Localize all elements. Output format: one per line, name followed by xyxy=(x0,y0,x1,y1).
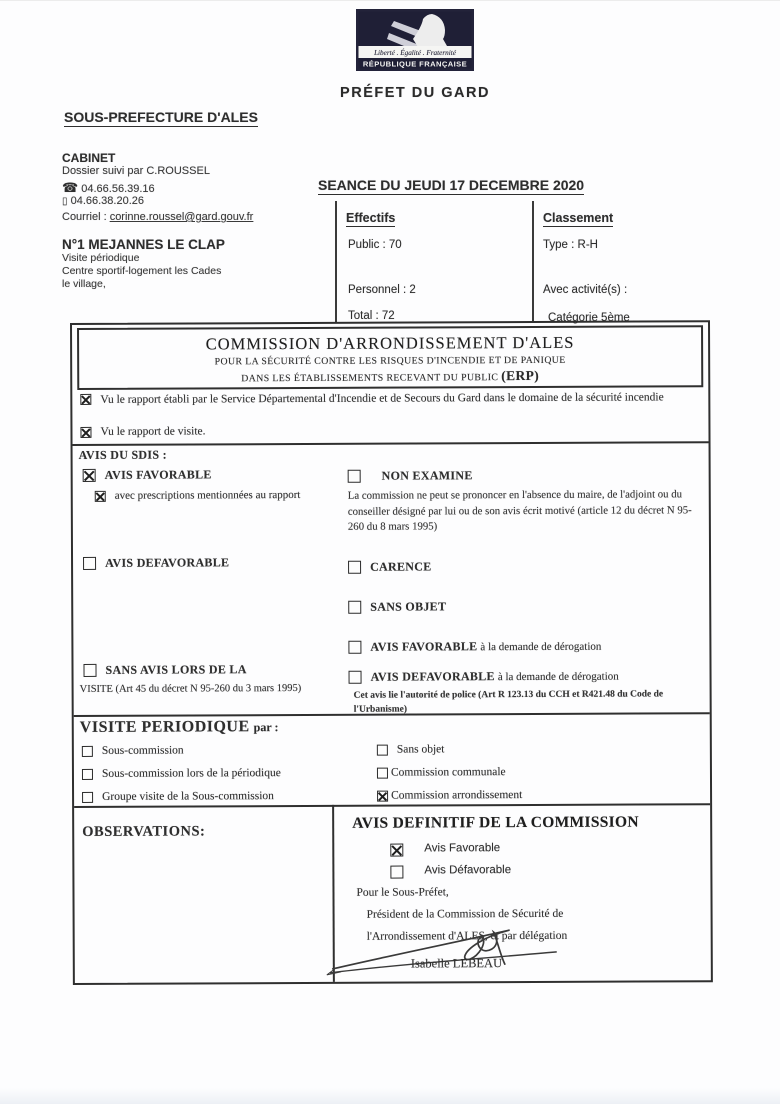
avis-defavorable-checkbox xyxy=(390,866,403,879)
sdis-carence-item xyxy=(348,559,432,574)
sdis-favorable-item xyxy=(83,467,212,483)
fax-icon: ▯ xyxy=(62,196,68,207)
visite-section xyxy=(74,712,710,808)
marianne-icon xyxy=(356,9,474,71)
final-section xyxy=(74,803,711,983)
sdis-prescriptions-item xyxy=(95,489,301,502)
effectifs-divider xyxy=(335,201,337,322)
sdis-prescriptions-checkbox xyxy=(95,491,106,502)
vu-label-1: Vu le rapport établi par le Service Départemental d'Incendie et de Secours du Gard dans le domaine de la sécurité incendie xyxy=(100,391,664,406)
avis-favorable-checkbox xyxy=(390,844,403,857)
visite-right-item-2 xyxy=(377,766,506,779)
commission-subtitle1: POUR LA SÉCURITÉ CONTRE LES RISQUES D'INCENDIE ET DE PANIQUE xyxy=(214,354,566,368)
classement-header: Classement xyxy=(543,211,614,225)
email-address: corinne.roussel@gard.gouv.fr xyxy=(109,211,254,223)
classement-type: Type : R-H xyxy=(543,239,598,251)
vu-label-2: Vu le rapport de visite. xyxy=(100,425,206,438)
sdis-non-examine-item xyxy=(348,468,473,484)
visite-par: par : xyxy=(253,720,279,735)
cabinet-label: CABINET xyxy=(62,151,116,165)
sdis-non-examine-label: NON EXAMINE xyxy=(381,468,473,483)
phone-number: 04.66.56.39.16 xyxy=(81,183,155,195)
signature-line3: l'Arrondissement d'ALES, et par délégation xyxy=(366,929,568,943)
sdis-non-examine-note: La commission ne peut se prononcer en l'absence du maire, de l'adjoint ou du conseiller désigné par lui ou de son avis écrit motivé (article 12 du décret N 95-260 du 8 mars 1995) xyxy=(347,488,692,534)
etablissement-line2: Centre sportif-logement les Cades xyxy=(62,265,222,277)
sdis-footnote: Cet avis lie l'autorité de police (Art R 123.13 du CCH et R421.48 du Code de l'Urbanisme) xyxy=(353,689,664,715)
sdis-favorable-label: AVIS FAVORABLE xyxy=(104,467,212,482)
sdis-favorable-derogation-suffix: à la demande de dérogation xyxy=(480,640,602,654)
visite-left-item-1 xyxy=(82,745,184,757)
sdis-sans-objet-checkbox xyxy=(348,601,361,614)
visite-left-item-3 xyxy=(82,790,274,803)
fax-number: 04.66.38.20.26 xyxy=(70,195,144,207)
sdis-carence-checkbox xyxy=(348,561,361,574)
visite-right-checkbox-1 xyxy=(377,745,388,756)
visite-left-label-2: Sous-commission lors de la périodique xyxy=(101,767,281,780)
vu-item-2 xyxy=(80,425,205,438)
classement-categorie: Catégorie 5ème xyxy=(548,312,630,324)
email-row xyxy=(62,211,253,223)
republique-francaise-logo xyxy=(356,9,474,71)
visite-right-label-2: Commission communale xyxy=(390,766,506,779)
classement-divider xyxy=(532,201,534,322)
effectifs-header: Effectifs xyxy=(346,211,396,225)
logo-republic: RÉPUBLIQUE FRANÇAISE xyxy=(362,59,468,69)
etablissement-line3: le village, xyxy=(62,278,106,290)
classement-header-wrap xyxy=(543,211,613,225)
visite-left-checkbox-2 xyxy=(82,769,93,780)
visite-left-label-3: Groupe visite de la Sous-commission xyxy=(102,790,274,803)
logo-motto: Liberté . Égalité . Fraternité xyxy=(374,49,456,57)
avis-defavorable-label: Avis Défavorable xyxy=(424,864,512,877)
vu-section xyxy=(72,385,708,446)
sdis-sans-avis-suite xyxy=(80,683,302,695)
sdis-favorable-checkbox xyxy=(83,469,96,482)
sdis-defavorable-label: AVIS DEFAVORABLE xyxy=(105,555,230,570)
sdis-sans-avis-item xyxy=(83,662,246,678)
sdis-sans-objet-item xyxy=(348,599,446,614)
effectifs-total: Total : 72 xyxy=(348,310,395,322)
visite-right-item-1 xyxy=(377,743,445,755)
seance-title: SEANCE DU JEUDI 17 DECEMBRE 2020 xyxy=(318,177,585,193)
commission-subtitle2-text: DANS LES ÉTABLISSEMENTS RECEVANT DU PUBLIC xyxy=(241,372,499,385)
commission-title-box xyxy=(77,325,703,390)
sdis-defavorable-checkbox xyxy=(83,557,96,570)
sdis-heading: AVIS DU SDIS : xyxy=(78,447,167,462)
visite-right-label-3: Commission arrondissement xyxy=(391,789,523,802)
sdis-defavorable-item xyxy=(83,555,229,571)
fax-row xyxy=(62,195,144,207)
vu-checkbox-2 xyxy=(80,427,91,438)
avis-definitif-heading: AVIS DEFINITIF DE LA COMMISSION xyxy=(352,813,639,832)
signature-line1: Pour le Sous-Préfet, xyxy=(356,886,449,899)
phone-icon: ☎ xyxy=(62,180,79,195)
sdis-favorable-derogation-item xyxy=(348,639,601,655)
sdis-sans-avis-suite-text: VISITE (Art 45 du décret N 95-260 du 3 mars 1995) xyxy=(79,682,302,695)
visite-heading-row xyxy=(80,718,279,737)
effectifs-public: Public : 70 xyxy=(348,239,402,251)
commission-title: COMMISSION D'ARRONDISSEMENT D'ALES xyxy=(205,332,575,354)
visite-right-checkbox-3 xyxy=(377,791,388,802)
scan-bottom-band xyxy=(0,1088,780,1104)
effectifs-personnel: Personnel : 2 xyxy=(348,284,416,296)
signature-line2: Président de la Commission de Sécurité de xyxy=(366,907,564,921)
signatory-name: Isabelle LEBEAU xyxy=(410,956,503,971)
sdis-defavorable-derogation-suffix: à la demande de dérogation xyxy=(497,670,619,684)
sdis-defavorable-derogation-label: AVIS DEFAVORABLE xyxy=(370,669,495,684)
vu-item-1 xyxy=(80,390,696,408)
prefet-title: PRÉFET DU GARD xyxy=(340,85,490,101)
sdis-prescriptions-label: avec prescriptions mentionnées au rapport xyxy=(114,488,301,502)
visite-heading: VISITE PERIODIQUE xyxy=(79,718,250,736)
visite-left-checkbox-1 xyxy=(82,746,93,757)
email-label: Courriel : xyxy=(62,211,107,223)
visite-left-label-1: Sous-commission xyxy=(101,744,184,757)
sdis-favorable-derogation-checkbox xyxy=(348,641,361,654)
avis-defavorable-item xyxy=(390,864,511,879)
etablissement-title: N°1 MEJANNES LE CLAP xyxy=(62,237,225,252)
seance-title-wrap xyxy=(318,177,584,193)
sdis-section xyxy=(73,441,710,717)
avis-favorable-label: Avis Favorable xyxy=(424,842,501,855)
dossier-handler: Dossier suivi par C.ROUSSEL xyxy=(62,165,210,177)
sous-prefecture-label: SOUS-PREFECTURE D'ALES xyxy=(64,109,258,125)
sdis-sans-avis-label: SANS AVIS LORS DE LA xyxy=(105,662,247,677)
sdis-defavorable-derogation-item xyxy=(349,669,619,685)
visite-right-checkbox-2 xyxy=(377,768,388,779)
visite-left-item-2 xyxy=(82,767,281,780)
sdis-non-examine-checkbox xyxy=(348,470,361,483)
sdis-defavorable-derogation-checkbox xyxy=(349,671,362,684)
commission-subtitle2 xyxy=(79,367,701,386)
visite-left-checkbox-3 xyxy=(82,792,93,803)
commission-form xyxy=(70,320,713,985)
effectifs-header-wrap xyxy=(346,211,395,225)
sdis-favorable-derogation-label: AVIS FAVORABLE xyxy=(370,639,478,654)
avis-favorable-item xyxy=(390,842,500,856)
sdis-sans-objet-label: SANS OBJET xyxy=(370,599,447,614)
vu-checkbox-1 xyxy=(80,394,91,405)
phone-row xyxy=(62,180,155,196)
classement-activite: Avec activité(s) : xyxy=(543,284,628,296)
etablissement-line1: Visite périodique xyxy=(62,252,140,264)
commission-erp: (ERP) xyxy=(501,367,540,384)
visite-right-label-1: Sans objet xyxy=(396,743,445,756)
visite-right-item-3 xyxy=(377,789,522,802)
sdis-sans-avis-checkbox xyxy=(83,664,96,677)
sdis-carence-label: CARENCE xyxy=(370,559,432,574)
observations-heading: OBSERVATIONS: xyxy=(82,823,206,840)
sous-prefecture-title xyxy=(64,109,258,125)
